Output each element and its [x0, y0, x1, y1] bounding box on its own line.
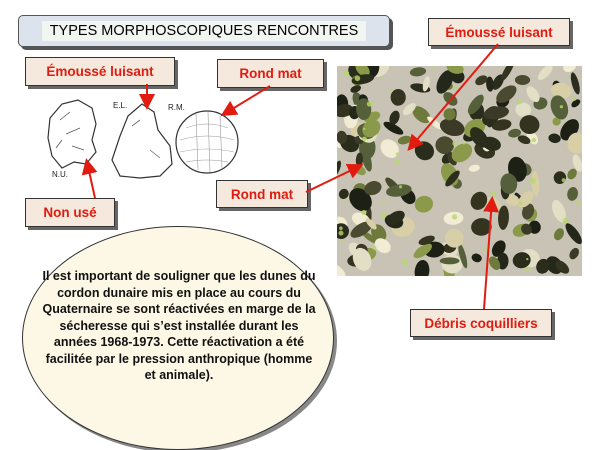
el-drawing-label: E.L.: [113, 101, 128, 110]
arrow-debris: [484, 200, 492, 309]
arrow-non-use: [87, 162, 95, 198]
nu-drawing-label: N.U.: [52, 170, 68, 179]
note-text: Il est important de souligner que les dunes du cordon dunaire mis en place au cours du Quaternaire se sont réactivées en marge de la sécheresse qui s’est installée durant les années 1968-1973. Cette réactivation a été facilitée par le pression anthropique (homme et animale).: [42, 269, 316, 382]
arrow-emousse-right: [410, 44, 498, 148]
page-title: TYPES MORPHOSCOPIQUES RENCONTRES: [42, 21, 367, 41]
label-debris-coquilliers: Débris coquilliers: [410, 309, 552, 337]
label-emousse-luisant-right: Émoussé luisant: [428, 18, 570, 46]
label-rond-mat-top: Rond mat: [217, 59, 324, 88]
label-emousse-luisant-left: Émoussé luisant: [25, 57, 175, 86]
label-rond-mat-mid: Rond mat: [216, 180, 308, 208]
rm-drawing-label: R.M.: [168, 103, 185, 112]
arrow-rond-mat-mid: [306, 166, 360, 192]
arrow-rond-mat-top: [224, 86, 270, 114]
label-non-use: Non usé: [25, 198, 115, 227]
